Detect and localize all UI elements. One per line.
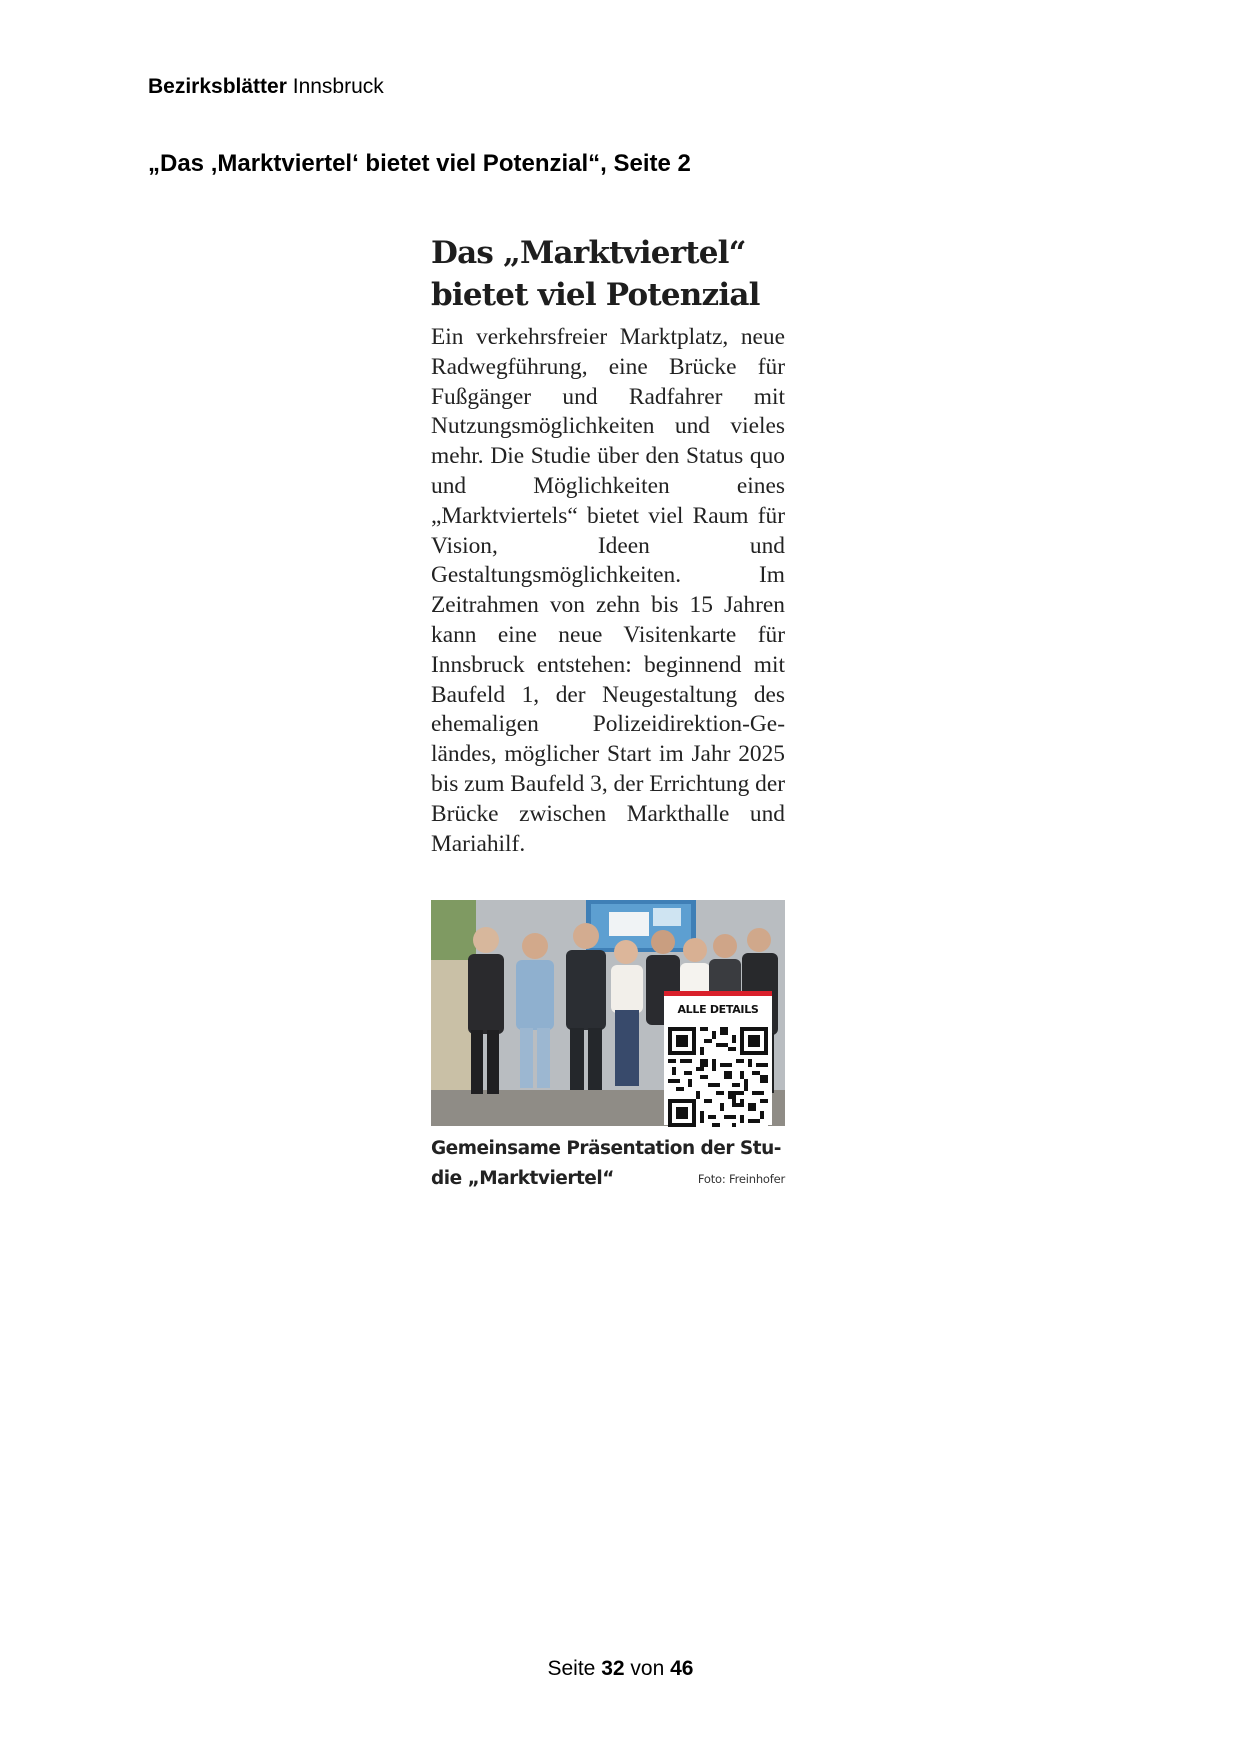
page-middle: von (630, 1657, 665, 1680)
photo-credit: Foto: Freinhofer (697, 1172, 785, 1186)
article-body: Ein verkehrsfreier Marktplatz, neue Radwegführung, eine Brücke für Fußgänger und Radfahrer mit Nutzungsmöglichkeiten und vieles mehr. Die Studie über den Status quo und Möglichkeiten eines „Marktviertels“ bietet viel Raum für Vision, Ideen und Gestaltungsmöglichkeiten. Im Zeitrahmen von zehn bis 15 Jahren kann eine neue Visitenkarte für Innsbruck entstehen: beginnend mit Baufeld 1, der Neugestaltung des ehemaligen Polizeidirektion-Geländes, möglicher Start im Jahr 2025 bis zum Baufeld 3, der Errichtung der Brücke zwischen Markthalle und Mariahilf. (431, 324, 786, 857)
headline-line-1: Das „Marktviertel“ (431, 235, 746, 271)
publication-name: Bezirksblätter (148, 75, 287, 98)
qr-code-icon (668, 1027, 768, 1127)
page-current: 32 (601, 1657, 625, 1680)
clipping-title: „Das ‚Marktviertel‘ bietet viel Potenzial“, Seite 2 (148, 150, 691, 177)
page-footer (0, 1657, 1241, 1681)
qr-label: ALLE DETAILS (677, 1003, 759, 1016)
qr-code-badge[interactable] (664, 991, 772, 1125)
headline-line-2: bietet viel Potenzial (431, 277, 760, 313)
publication-region: Innsbruck (292, 75, 384, 98)
photo-caption (431, 1134, 785, 1194)
article-headline (431, 232, 785, 316)
caption-text: Gemeinsame Präsentation der Studie „Marktviertel“ (431, 1138, 782, 1189)
publication-source (148, 74, 384, 100)
page-prefix: Seite (547, 1657, 596, 1680)
article-clipping (431, 232, 785, 859)
page-total: 46 (670, 1657, 694, 1680)
